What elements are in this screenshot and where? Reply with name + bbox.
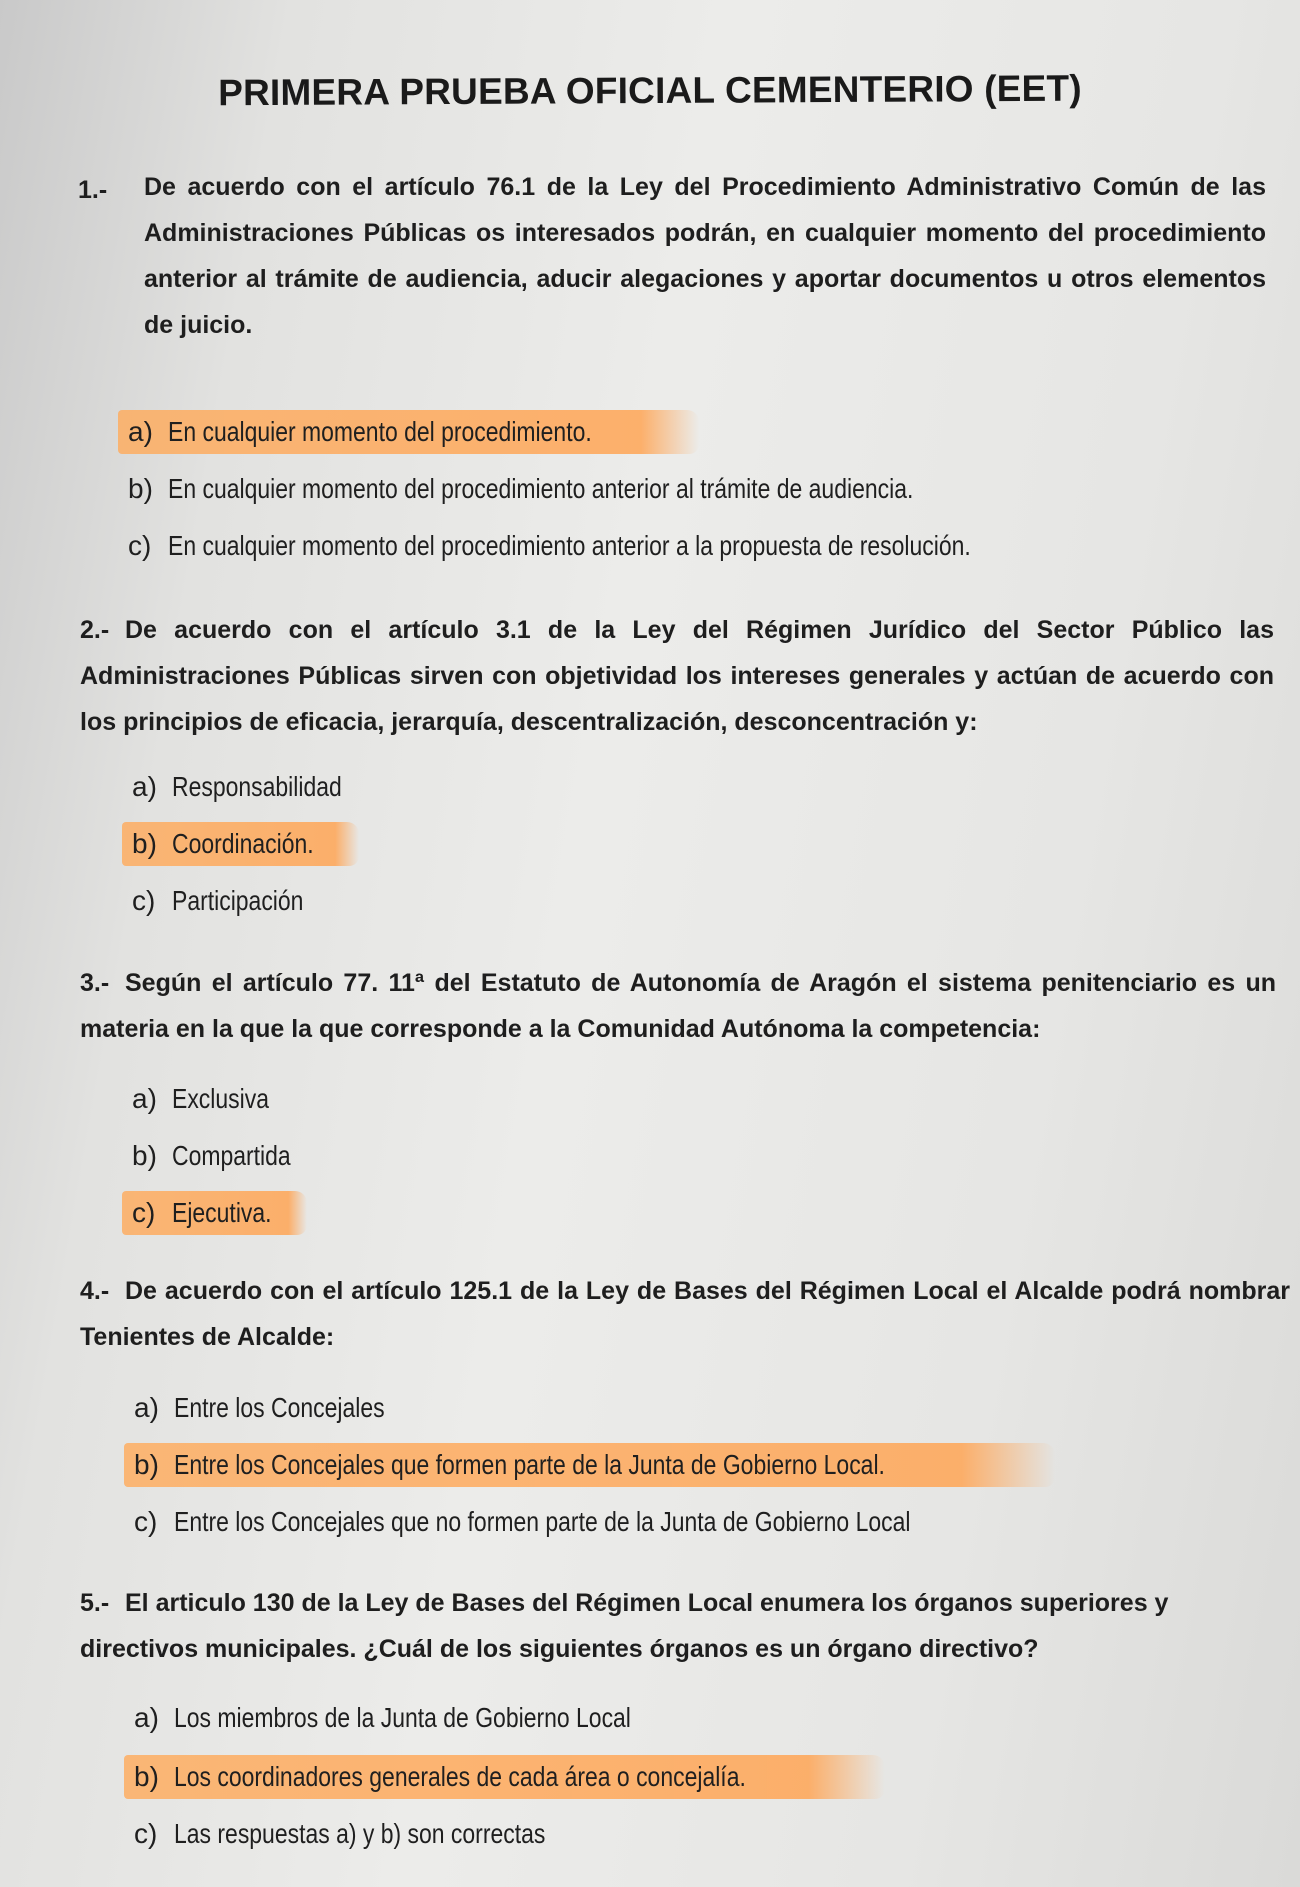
- option-text: Los miembros de la Junta de Gobierno Local: [174, 1702, 631, 1733]
- question-2-option-b: [122, 822, 359, 866]
- option-text: Las respuestas a) y b) son correctas: [174, 1818, 546, 1849]
- question-5-text: [80, 1580, 1292, 1672]
- option-letter: b): [134, 1449, 159, 1480]
- question-1-option-b: [118, 467, 1091, 511]
- question-1-option-a: [118, 410, 699, 454]
- option-letter: c): [134, 1818, 158, 1849]
- question-3-body: Según el artículo 77. 11ª del Estatuto de Autonomía de Aragón el sistema penitenciario es un materia en la que la que corresponde a la Comunidad Autónoma la competencia:: [80, 969, 1276, 1043]
- option-letter: a): [128, 416, 153, 447]
- question-5-option-c: [124, 1812, 641, 1856]
- question-2-body: De acuerdo con el artículo 3.1 de la Ley del Régimen Jurídico del Sector Público las Administraciones Públicas sirven con objetividad los intereses generales y actúan de acuerdo con los principios de eficacia, jerarquía, descentralización, desconcentración y:: [80, 616, 1274, 736]
- question-2-number: 2.-: [80, 616, 110, 644]
- option-letter: a): [134, 1702, 159, 1733]
- question-5-number: 5.-: [80, 1589, 110, 1617]
- option-text: Entre los Concejales que formen parte de la Junta de Gobierno Local.: [174, 1449, 885, 1480]
- question-4-option-c: [124, 1500, 1086, 1544]
- option-text: Ejecutiva.: [172, 1197, 272, 1228]
- option-letter: a): [134, 1392, 159, 1423]
- question-2-option-a: [122, 765, 393, 809]
- option-text: Participación: [172, 885, 304, 916]
- option-letter: b): [134, 1761, 159, 1792]
- exam-title: PRIMERA PRUEBA OFICIAL CEMENTERIO (EET): [218, 67, 1082, 114]
- question-3-option-b: [122, 1134, 331, 1178]
- option-text: En cualquier momento del procedimiento.: [168, 416, 592, 447]
- question-4-number: 4.-: [80, 1277, 110, 1305]
- option-text: Los coordinadores generales de cada área o concejalía.: [174, 1761, 746, 1792]
- option-text: Coordinación.: [172, 828, 314, 859]
- question-1-text: De acuerdo con el artículo 76.1 de la Ley del Procedimiento Administrativo Común de las Administraciones Públicas os interesados podrán, en cualquier momento del procedimiento anterior al trámite de audiencia, aducir alegaciones y aportar documentos u otros elementos de juicio.: [144, 173, 1266, 339]
- question-2-option-c: [122, 879, 346, 923]
- option-text: En cualquier momento del procedimiento anterior a la propuesta de resolución.: [168, 530, 971, 561]
- question-1-number: 1.-: [78, 176, 108, 204]
- option-letter: b): [132, 828, 157, 859]
- option-letter: b): [132, 1140, 157, 1171]
- question-3-option-a: [122, 1077, 304, 1121]
- question-1-option-c: [118, 524, 1161, 568]
- option-text: Entre los Concejales: [174, 1392, 385, 1423]
- option-letter: c): [128, 530, 152, 561]
- question-5-body: El articulo 130 de la Ley de Bases del Régimen Local enumera los órganos superiores y directivos municipales. ¿Cuál de los siguientes órganos es un órgano directivo?: [80, 1589, 1169, 1663]
- option-text: Entre los Concejales que no formen parte de la Junta de Gobierno Local: [174, 1506, 911, 1537]
- question-3-text: [80, 960, 1276, 1052]
- option-text: Compartida: [172, 1140, 291, 1171]
- option-text: Responsabilidad: [172, 771, 342, 802]
- option-letter: c): [132, 1197, 156, 1228]
- option-letter: b): [128, 473, 153, 504]
- question-5-option-a: [124, 1696, 745, 1740]
- question-4-text: [80, 1268, 1290, 1360]
- option-text: En cualquier momento del procedimiento anterior al trámite de audiencia.: [168, 473, 914, 504]
- option-text: Exclusiva: [172, 1083, 269, 1114]
- question-5-option-b: [124, 1755, 885, 1799]
- question-2-text: [80, 607, 1274, 745]
- question-4-body: De acuerdo con el artículo 125.1 de la Ley de Bases del Régimen Local el Alcalde podrá nombrar Tenientes de Alcalde:: [80, 1277, 1290, 1351]
- option-letter: a): [132, 771, 157, 802]
- question-3-option-c: [122, 1191, 307, 1235]
- question-4-option-a: [124, 1386, 445, 1430]
- option-letter: c): [132, 885, 156, 916]
- option-letter: c): [134, 1506, 158, 1537]
- option-letter: a): [132, 1083, 157, 1114]
- question-4-option-b: [124, 1443, 1055, 1487]
- question-3-number: 3.-: [80, 969, 110, 997]
